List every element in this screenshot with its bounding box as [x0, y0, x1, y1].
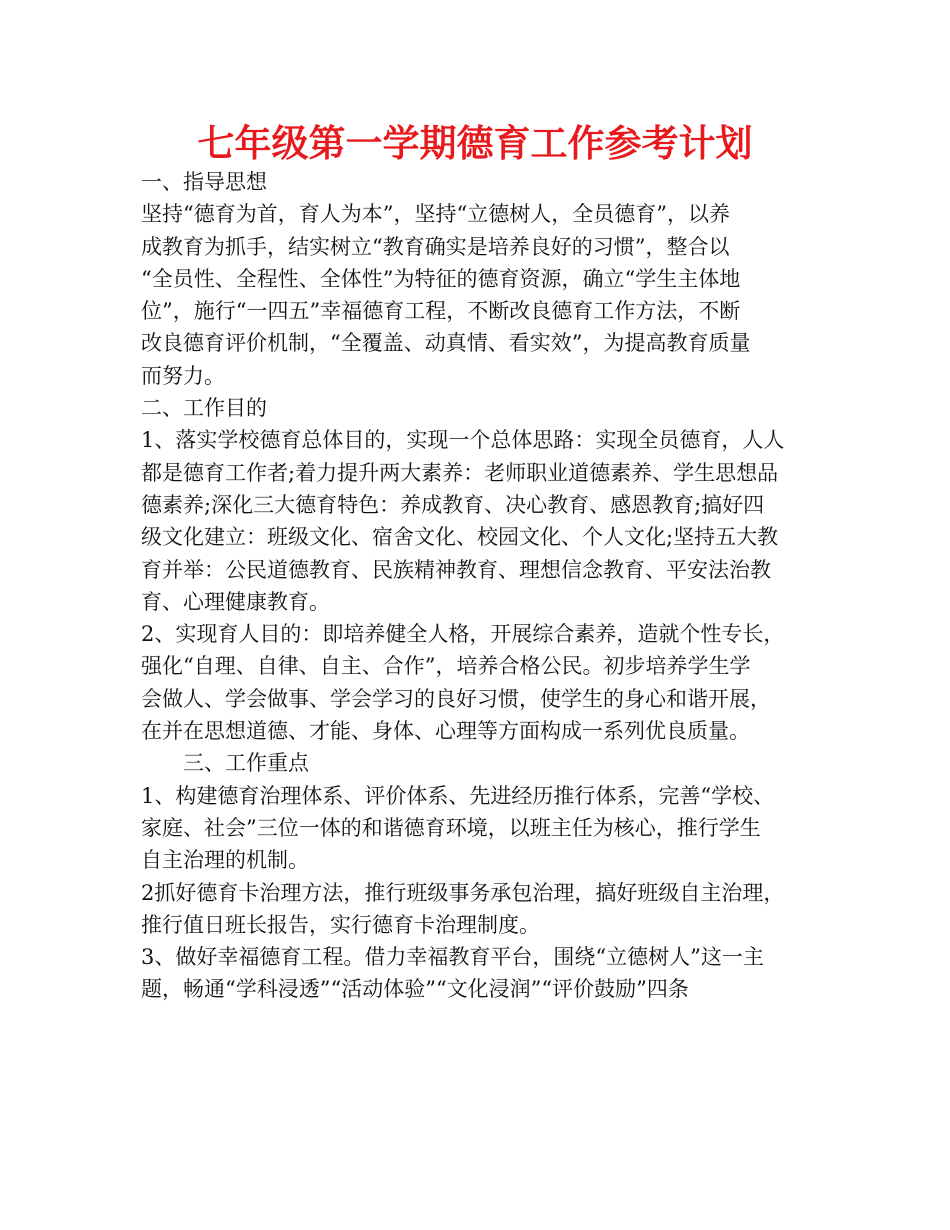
- paragraph-line: 3、做好幸福德育工程。借力幸福教育平台，围绕“立德树人”这一主: [141, 945, 764, 970]
- paragraph-line: 都是德育工作者;着力提升两大素养：老师职业道德素养、学生思想品: [141, 460, 779, 485]
- paragraph-line: 育、心理健康教育。: [141, 589, 330, 614]
- paragraph-line: 2抓好德育卡治理方法，推行班级事务承包治理，搞好班级自主治理，: [141, 880, 785, 905]
- paragraph-line: 自主治理的机制。: [141, 848, 309, 873]
- paragraph-line: 题，畅通“学科浸透”“活动体验”“文化浸润”“评价鼓励”四条: [141, 977, 689, 1002]
- paragraph-line: 推行值日班长报告，实行德育卡治理制度。: [141, 912, 540, 937]
- section-heading-work-objectives: 二、工作目的: [141, 396, 267, 421]
- paragraph-line: 在并在思想道德、才能、身体、心理等方面构成一系列优良质量。: [141, 719, 750, 744]
- paragraph-line: 育并举：公民道德教育、民族精神教育、理想信念教育、平安法治教: [141, 557, 771, 582]
- document-body: [141, 166, 811, 1006]
- paragraph-line: 而努力。: [141, 363, 225, 388]
- paragraph-line: 坚持“德育为首，育人为本”，坚持“立德树人，全员德育”，以养: [141, 202, 730, 227]
- paragraph-line: 德素养;深化三大德育特色：养成教育、决心教育、感恩教育;搞好四: [141, 492, 765, 517]
- paragraph-line: 位”，施行“一四五”幸福德育工程，不断改良德育工作方法，不断: [141, 299, 741, 324]
- paragraph-line: 会做人、学会做事、学会学习的良好习惯，使学生的身心和谐开展，: [141, 686, 771, 711]
- paragraph-line: 2、实现育人目的：即培养健全人格，开展综合素养，造就个性专长，: [141, 622, 785, 647]
- paragraph-line: 强化“自理、自律、自主、合作”，培养合格公民。初步培养学生学: [141, 654, 751, 679]
- section-heading-guiding-ideology: 一、指导思想: [141, 170, 267, 194]
- section-heading-work-focus: 三、工作重点: [183, 751, 309, 776]
- paragraph-line: “全员性、全程性、全体性”为特征的德育资源，确立“学生主体地: [141, 266, 741, 291]
- paragraph-line: 家庭、社会”三位一体的和谐德育环境，以班主任为核心，推行学生: [141, 815, 761, 840]
- document-title: 七年级第一学期德育工作参考计划: [197, 122, 753, 165]
- paragraph-line: 1、落实学校德育总体目的，实现一个总体思路：实现全员德育，人人: [141, 428, 785, 453]
- paragraph-line: 成教育为抓手，结实树立“教育确实是培养良好的习惯”，整合以: [141, 234, 730, 259]
- paragraph-line: 改良德育评价机制，“全覆盖、动真情、看实效”，为提高教育质量: [141, 331, 751, 356]
- paragraph-line: 1、构建德育治理体系、评价体系、先进经历推行体系，完善“学校、: [141, 783, 775, 808]
- paragraph-line: 级文化建立：班级文化、宿舍文化、校园文化、个人文化;坚持五大教: [141, 525, 779, 550]
